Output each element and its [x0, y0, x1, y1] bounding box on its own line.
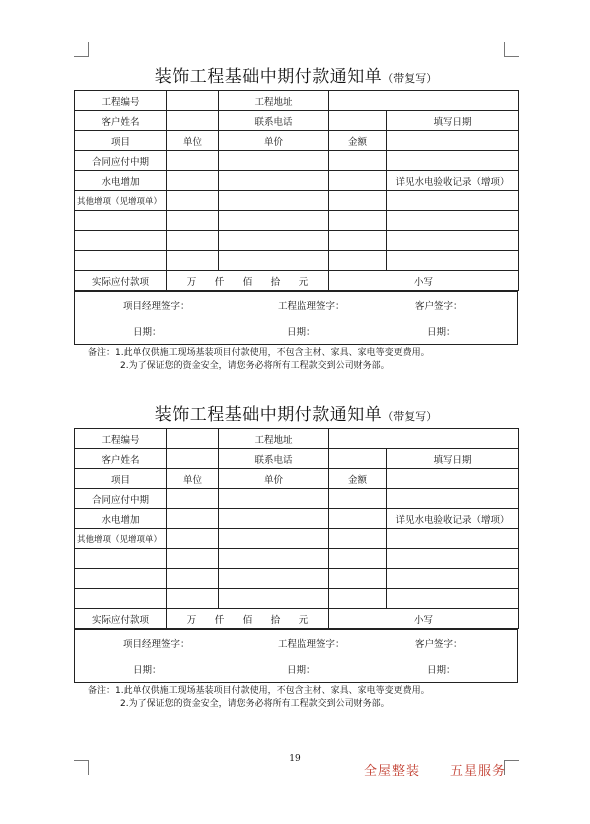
table-cell[interactable]: [329, 211, 387, 231]
other-items-label: 其他增项（见增项单）: [75, 191, 167, 211]
table-cell[interactable]: [219, 589, 329, 609]
actual-due-label: 实际应付款项: [75, 271, 167, 291]
project-addr-field[interactable]: [329, 429, 519, 449]
rmb-unit-bai: 佰: [242, 276, 253, 288]
rmb-unit-qian: 仟: [214, 276, 225, 288]
table-cell[interactable]: [387, 529, 519, 549]
table-cell[interactable]: [167, 251, 219, 271]
pm-date-label: 日期：: [133, 665, 162, 676]
rmb-unit-shi: 拾: [270, 614, 281, 626]
customer-sign-label: 客户签字：: [415, 301, 463, 312]
table-cell[interactable]: [167, 211, 219, 231]
lowercase-label[interactable]: 小写: [329, 271, 519, 291]
table-cell[interactable]: [329, 569, 387, 589]
table-cell[interactable]: [219, 569, 329, 589]
table-row: [75, 271, 519, 291]
page-number: 19: [289, 754, 301, 764]
table-row: [75, 529, 519, 549]
table-row: [75, 449, 519, 469]
table-cell[interactable]: [75, 231, 167, 251]
table-cell[interactable]: [219, 251, 329, 271]
table-cell[interactable]: [329, 529, 387, 549]
other-items-label: 其他增项（见增项单）: [75, 529, 167, 549]
unit-price-header: 单价: [219, 131, 329, 151]
slogan-whole-house: 全屋整装: [364, 764, 421, 779]
table-cell[interactable]: [387, 211, 519, 231]
table-cell[interactable]: [167, 231, 219, 251]
supervisor-date-label: 日期：: [287, 327, 316, 338]
table-cell[interactable]: [219, 549, 329, 569]
fill-date-field[interactable]: [387, 469, 519, 489]
table-cell[interactable]: [75, 549, 167, 569]
table-cell[interactable]: [329, 589, 387, 609]
table-row: [75, 549, 519, 569]
contract-due-label: 合同应付中期: [75, 489, 167, 509]
table-cell[interactable]: [329, 549, 387, 569]
table-cell[interactable]: [329, 231, 387, 251]
table-cell[interactable]: [219, 509, 329, 529]
table-cell[interactable]: [167, 549, 219, 569]
fill-date-label: 填写日期: [387, 449, 519, 469]
rmb-units[interactable]: [167, 271, 329, 291]
unit-header: 单位: [167, 131, 219, 151]
table-cell[interactable]: [167, 191, 219, 211]
table-cell[interactable]: [219, 489, 329, 509]
pm-sign-label: 项目经理签字：: [123, 301, 190, 312]
supervisor-sign-label: 工程监理签字：: [278, 639, 345, 650]
project-addr-label: 工程地址: [219, 429, 329, 449]
table-row: [75, 251, 519, 271]
table-cell[interactable]: [75, 211, 167, 231]
table-row: [75, 429, 519, 449]
table-cell[interactable]: [219, 151, 329, 171]
customer-name-label: 客户姓名: [75, 449, 167, 469]
rmb-unit-qian: 仟: [214, 614, 225, 626]
table-cell[interactable]: [387, 231, 519, 251]
item-header: 项目: [75, 131, 167, 151]
rmb-unit-wan: 万: [186, 276, 197, 288]
supervisor-date-label: 日期：: [287, 665, 316, 676]
supervisor-sign-label: 工程监理签字：: [278, 301, 345, 312]
table-cell[interactable]: [167, 489, 219, 509]
rmb-unit-yuan: 元: [298, 614, 309, 626]
table-cell[interactable]: [329, 251, 387, 271]
table-cell[interactable]: [75, 251, 167, 271]
form-notes: [74, 685, 518, 711]
lowercase-label[interactable]: 小写: [329, 609, 519, 629]
water-elec-label: 水电增加: [75, 509, 167, 529]
contact-phone-field[interactable]: [329, 111, 387, 131]
project-no-label: 工程编号: [75, 429, 167, 449]
rmb-unit-shi: 拾: [270, 276, 281, 288]
actual-due-label: 实际应付款项: [75, 609, 167, 629]
form-notes: [74, 347, 518, 373]
customer-name-field[interactable]: [167, 449, 219, 469]
table-cell[interactable]: [387, 191, 519, 211]
fill-date-field[interactable]: [387, 131, 519, 151]
project-no-field[interactable]: [167, 91, 219, 111]
table-row: [75, 231, 519, 251]
signature-area: [74, 629, 518, 683]
slogan-five-star: 五星服务: [450, 764, 507, 779]
contact-phone-label: 联系电话: [219, 449, 329, 469]
table-row: [75, 151, 519, 171]
crop-mark-top-right: [504, 42, 519, 57]
table-cell[interactable]: [329, 509, 387, 529]
table-cell[interactable]: [219, 171, 329, 191]
table-cell[interactable]: [387, 589, 519, 609]
table-cell[interactable]: [75, 589, 167, 609]
form-title-sub: （带复写）: [382, 410, 438, 423]
note-line-1: 备注：1.此单仅供施工现场基装项目付款使用，不包含主材、家具、家电等变更费用。: [88, 686, 430, 696]
unit-header: 单位: [167, 469, 219, 489]
form-title-sub: （带复写）: [382, 72, 438, 85]
table-row: [75, 171, 519, 191]
note-line-2: 2.为了保证您的资金安全，请您务必将所有工程款交到公司财务部。: [120, 361, 390, 371]
table-cell[interactable]: [387, 251, 519, 271]
table-cell[interactable]: [219, 231, 329, 251]
project-no-label: 工程编号: [75, 91, 167, 111]
table-row: [75, 191, 519, 211]
payment-table: [74, 90, 519, 291]
table-cell[interactable]: [219, 191, 329, 211]
customer-date-label: 日期：: [427, 665, 456, 676]
table-cell[interactable]: [167, 529, 219, 549]
table-row: [75, 91, 519, 111]
pm-sign-label: 项目经理签字：: [123, 639, 190, 650]
rmb-unit-wan: 万: [186, 614, 197, 626]
table-cell[interactable]: [75, 569, 167, 589]
signature-area: [74, 291, 518, 345]
table-row: [75, 111, 519, 131]
customer-date-label: 日期：: [427, 327, 456, 338]
customer-sign-label: 客户签字：: [415, 639, 463, 650]
contract-due-label: 合同应付中期: [75, 151, 167, 171]
item-header: 项目: [75, 469, 167, 489]
table-cell[interactable]: [329, 191, 387, 211]
payment-notice-form-1: [74, 64, 518, 373]
fill-date-label: 填写日期: [387, 111, 519, 131]
customer-name-field[interactable]: [167, 111, 219, 131]
table-cell[interactable]: [329, 151, 387, 171]
table-row: [75, 469, 519, 489]
water-elec-note: 详见水电验收记录（增项）: [387, 171, 519, 191]
table-row: [75, 569, 519, 589]
payment-notice-form-2: [74, 402, 518, 711]
rmb-unit-bai: 佰: [242, 614, 253, 626]
table-cell[interactable]: [219, 529, 329, 549]
form-title: [74, 64, 518, 90]
project-addr-label: 工程地址: [219, 91, 329, 111]
table-cell[interactable]: [387, 489, 519, 509]
note-line-2: 2.为了保证您的资金安全，请您务必将所有工程款交到公司财务部。: [120, 699, 390, 709]
water-elec-note: 详见水电验收记录（增项）: [387, 509, 519, 529]
table-row: [75, 609, 519, 629]
form-title-main: 装饰工程基础中期付款通知单: [154, 405, 383, 425]
table-row: [75, 131, 519, 151]
water-elec-label: 水电增加: [75, 171, 167, 191]
project-no-field[interactable]: [167, 429, 219, 449]
contact-phone-field[interactable]: [329, 449, 387, 469]
table-cell[interactable]: [329, 489, 387, 509]
table-row: [75, 509, 519, 529]
table-cell[interactable]: [387, 549, 519, 569]
amount-header: 金额: [329, 469, 387, 489]
table-cell[interactable]: [387, 569, 519, 589]
customer-name-label: 客户姓名: [75, 111, 167, 131]
table-cell[interactable]: [329, 171, 387, 191]
table-cell[interactable]: [167, 171, 219, 191]
project-addr-field[interactable]: [329, 91, 519, 111]
form-title: [74, 402, 518, 428]
table-row: [75, 489, 519, 509]
crop-mark-top-left: [74, 42, 89, 57]
rmb-units[interactable]: [167, 609, 329, 629]
table-cell[interactable]: [219, 211, 329, 231]
table-cell[interactable]: [167, 569, 219, 589]
table-cell[interactable]: [167, 589, 219, 609]
unit-price-header: 单价: [219, 469, 329, 489]
table-cell[interactable]: [387, 151, 519, 171]
contact-phone-label: 联系电话: [219, 111, 329, 131]
table-cell[interactable]: [167, 151, 219, 171]
rmb-unit-yuan: 元: [298, 276, 309, 288]
payment-table: [74, 428, 519, 629]
table-cell[interactable]: [167, 509, 219, 529]
table-row: [75, 211, 519, 231]
amount-header: 金额: [329, 131, 387, 151]
note-line-1: 备注：1.此单仅供施工现场基装项目付款使用，不包含主材、家具、家电等变更费用。: [88, 348, 430, 358]
form-title-main: 装饰工程基础中期付款通知单: [154, 67, 383, 87]
table-row: [75, 589, 519, 609]
pm-date-label: 日期：: [133, 327, 162, 338]
